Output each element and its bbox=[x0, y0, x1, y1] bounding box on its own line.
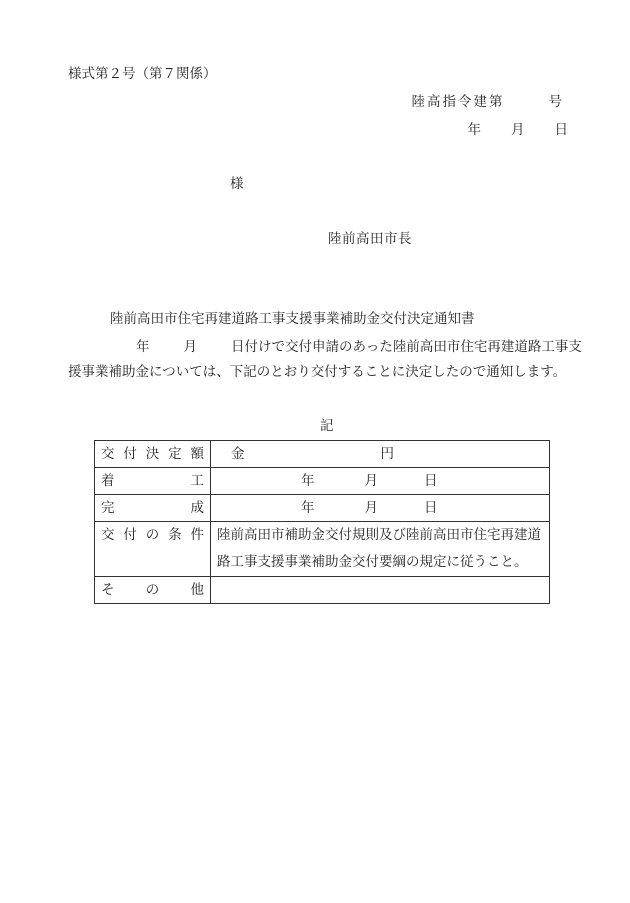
issue-date-day: 日 bbox=[554, 122, 568, 138]
start-year: 年 bbox=[301, 473, 315, 489]
label-start bbox=[95, 468, 211, 495]
document-number-suffix: 号 bbox=[548, 94, 564, 110]
issue-date bbox=[468, 124, 569, 138]
body-month: 月 bbox=[183, 339, 197, 355]
label-char: 完 bbox=[101, 500, 115, 516]
label-char: 付 bbox=[123, 446, 137, 462]
value-other[interactable] bbox=[211, 577, 550, 604]
detail-table bbox=[94, 440, 550, 604]
amount-unit: 円 bbox=[380, 446, 394, 462]
completion-month: 月 bbox=[364, 500, 378, 516]
completion-day: 日 bbox=[424, 500, 438, 516]
label-char: 決 bbox=[145, 446, 160, 462]
document-number-prefix: 陸高指令建第 bbox=[411, 94, 505, 110]
value-start-date[interactable] bbox=[211, 468, 550, 495]
table-row-start bbox=[95, 468, 550, 495]
label-char: 工 bbox=[190, 473, 204, 489]
body-text: 日付けで交付申請のあった陸前高田市住宅再建道路工事支援事業補助金については、下記のとおり交付することに決定したので通知します。 bbox=[68, 339, 582, 380]
label-char: 他 bbox=[190, 582, 204, 598]
table-row-conditions bbox=[95, 522, 550, 577]
label-char: 交 bbox=[101, 527, 115, 543]
label-char: 額 bbox=[190, 446, 204, 462]
document-number bbox=[412, 96, 565, 110]
label-char: 成 bbox=[190, 500, 204, 516]
value-conditions: 陸前高田市補助金交付規則及び陸前高田市住宅再建道路工事支援事業補助金交付要綱の規定に従うこと。 bbox=[211, 522, 550, 577]
ki-heading: 記 bbox=[320, 418, 334, 434]
label-char: そ bbox=[101, 582, 115, 598]
label-char: 付 bbox=[123, 527, 137, 543]
value-grant-amount[interactable] bbox=[211, 441, 550, 468]
table-row-completion bbox=[95, 495, 550, 522]
label-char: 条 bbox=[168, 527, 182, 543]
document-title: 陸前高田市住宅再建道路工事支援事業補助金交付決定通知書 bbox=[110, 311, 475, 327]
label-char: 着 bbox=[101, 473, 115, 489]
issuer: 陸前高田市長 bbox=[328, 231, 412, 247]
amount-prefix: 金 bbox=[231, 446, 245, 462]
start-day: 日 bbox=[424, 473, 438, 489]
issue-date-month: 月 bbox=[511, 122, 525, 138]
label-char: 定 bbox=[168, 446, 182, 462]
start-month: 月 bbox=[364, 473, 378, 489]
form-number: 様式第２号（第７関係） bbox=[68, 66, 217, 82]
label-grant-amount bbox=[95, 441, 211, 468]
value-completion-date[interactable] bbox=[211, 495, 550, 522]
label-char: の bbox=[145, 527, 160, 543]
label-char: 交 bbox=[101, 446, 115, 462]
addressee: 様 bbox=[230, 176, 244, 192]
issue-date-year: 年 bbox=[467, 122, 481, 138]
table-row-other bbox=[95, 577, 550, 604]
label-char: 件 bbox=[190, 527, 204, 543]
body-year: 年 bbox=[136, 339, 150, 355]
table-row-grant-amount bbox=[95, 441, 550, 468]
body-paragraph bbox=[68, 335, 588, 385]
label-other bbox=[95, 577, 211, 604]
completion-year: 年 bbox=[301, 500, 315, 516]
label-char: の bbox=[145, 582, 160, 598]
label-completion bbox=[95, 495, 211, 522]
label-conditions bbox=[95, 522, 211, 577]
